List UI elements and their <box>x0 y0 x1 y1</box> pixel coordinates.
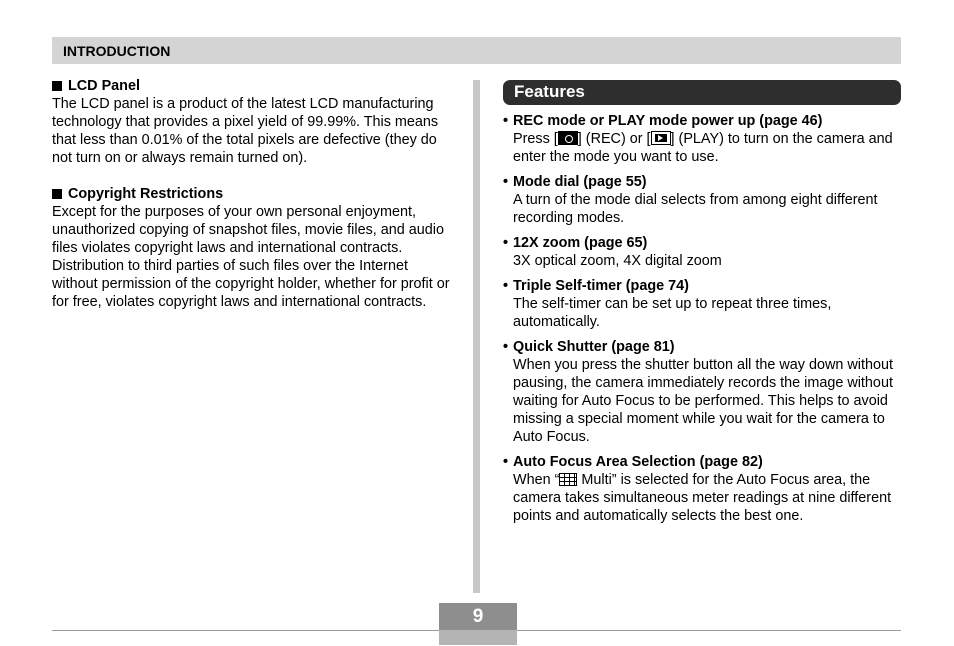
feature-title: Triple Self-timer (page 74) <box>513 278 689 294</box>
feature-title: Quick Shutter (page 81) <box>513 339 675 355</box>
section-header <box>52 37 901 64</box>
bullet: • <box>503 235 509 251</box>
bullet: • <box>503 174 509 190</box>
feature-text: 3X optical zoom, 4X digital zoom <box>513 253 722 269</box>
feature-item <box>503 112 903 166</box>
features-heading-bar <box>503 80 901 105</box>
square-bullet-icon <box>52 81 62 91</box>
multi-area-icon <box>559 473 577 486</box>
feature-text: Press [ ] (REC) or [ ] (PLAY) to turn on the camera and enter the mode you want to use. <box>513 131 893 165</box>
feature-title: Auto Focus Area Selection (page 82) <box>513 454 763 470</box>
feature-text: When “ Multi” is selected for the Auto Focus area, the camera takes simultaneous meter readings at nine different points and automatically selects the best one. <box>513 472 892 524</box>
feature-text: A turn of the mode dial selects from among eight different recording modes. <box>513 192 878 226</box>
section-title: INTRODUCTION <box>63 43 171 59</box>
feature-item <box>503 277 903 331</box>
bullet: • <box>503 113 509 129</box>
copyright-heading: Copyright Restrictions <box>52 185 457 203</box>
feature-item <box>503 453 903 525</box>
page-number: 9 <box>439 603 517 630</box>
feature-list <box>503 112 903 525</box>
feature-title: 12X zoom (page 65) <box>513 235 648 251</box>
feature-text: When you press the shutter button all the way down without pausing, the camera immediately records the image without waiting for Auto Focus to be performed. This helps to avoid missing a special moment while you wait for the camera to Auto Focus. <box>513 357 893 445</box>
square-bullet-icon <box>52 189 62 199</box>
page-number-base <box>439 630 517 645</box>
column-divider <box>473 80 480 593</box>
features-heading: Features <box>514 82 585 101</box>
bullet: • <box>503 278 509 294</box>
copyright-text-1: Except for the purposes of your own personal enjoyment, unauthorized copying of snapshot files, movie files, and audio files violates copyright laws and international contracts. <box>52 204 444 256</box>
left-column <box>52 77 457 311</box>
feature-item <box>503 234 903 270</box>
play-icon <box>651 131 671 145</box>
copyright-text-2: Distribution to third parties of such files over the Internet without permission of the copyright holder, whether for profit or for free, violates copyright laws and international contracts. <box>52 258 450 310</box>
feature-title: Mode dial (page 55) <box>513 174 647 190</box>
bullet: • <box>503 339 509 355</box>
feature-item <box>503 338 903 446</box>
feature-text: The self-timer can be set up to repeat three times, automatically. <box>513 296 832 330</box>
lcd-panel-heading: LCD Panel <box>52 77 457 95</box>
bullet: • <box>503 454 509 470</box>
page-number-box <box>439 603 517 645</box>
camera-icon <box>558 131 578 145</box>
lcd-panel-text: The LCD panel is a product of the latest LCD manufacturing technology that provides a pixel yield of 99.99%. This means that less than 0.01% of the total pixels are defective (they do not turn on or always remain turned on). <box>52 96 439 166</box>
feature-item <box>503 173 903 227</box>
feature-title: REC mode or PLAY mode power up (page 46) <box>513 113 823 129</box>
